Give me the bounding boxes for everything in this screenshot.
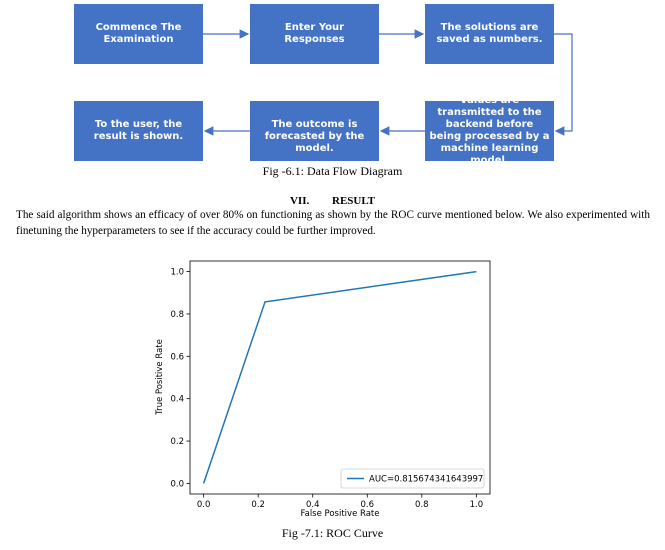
y-tick-label: 0.4 (170, 394, 184, 405)
roc-curve-line (204, 272, 477, 484)
flow-box-enter: Enter Your Responses (250, 4, 379, 64)
x-tick-label: 0.2 (251, 500, 265, 510)
plot-frame (190, 261, 490, 494)
x-tick-label: 1.0 (469, 500, 484, 510)
roc-chart (0, 250, 665, 550)
x-tick-label: 0.0 (196, 500, 211, 510)
section-number: VII. (289, 195, 310, 207)
flow-box-commence: Commence The Examination (74, 4, 203, 64)
flow-box-transmit: Values are transmitted to the backend before being processed by a machine learning model. (425, 101, 554, 161)
flow-box-forecast: The outcome is forecasted by the model. (250, 101, 379, 161)
y-tick-label: 1.0 (170, 267, 184, 278)
x-axis-label: False Positive Rate (300, 509, 380, 519)
legend-label: AUC=0.815674341643997 (369, 474, 484, 485)
y-tick-label: 0.0 (170, 479, 184, 490)
legend (341, 469, 484, 488)
result-paragraph: The said algorithm shows an efficacy of over 80% on functioning as shown by the ROC curve mentioned below. We also experimented with finetuning the hyperparameters to see if the accuracy could be further improved. (16, 209, 650, 237)
flow-caption: Fig -6.1: Data Flow Diagram (262, 164, 403, 178)
x-tick-label: 0.8 (415, 500, 429, 510)
y-tick-label: 0.6 (170, 352, 184, 363)
flow-arrows (0, 0, 665, 170)
y-tick-label: 0.8 (170, 309, 184, 320)
arrow-saved-to-transmit (554, 34, 572, 131)
flow-box-saved: The solutions are saved as numbers. (425, 4, 554, 64)
section-heading (0, 195, 665, 207)
x-tick-label: 0.6 (360, 500, 375, 510)
flow-box-result: To the user, the result is shown. (74, 101, 203, 161)
y-axis-label: True Positive Rate (155, 339, 165, 415)
roc-caption: Fig -7.1: ROC Curve (281, 526, 384, 540)
y-tick-label: 0.2 (170, 437, 184, 448)
x-tick-label: 0.4 (305, 500, 320, 510)
section-title: RESULT (332, 195, 376, 207)
